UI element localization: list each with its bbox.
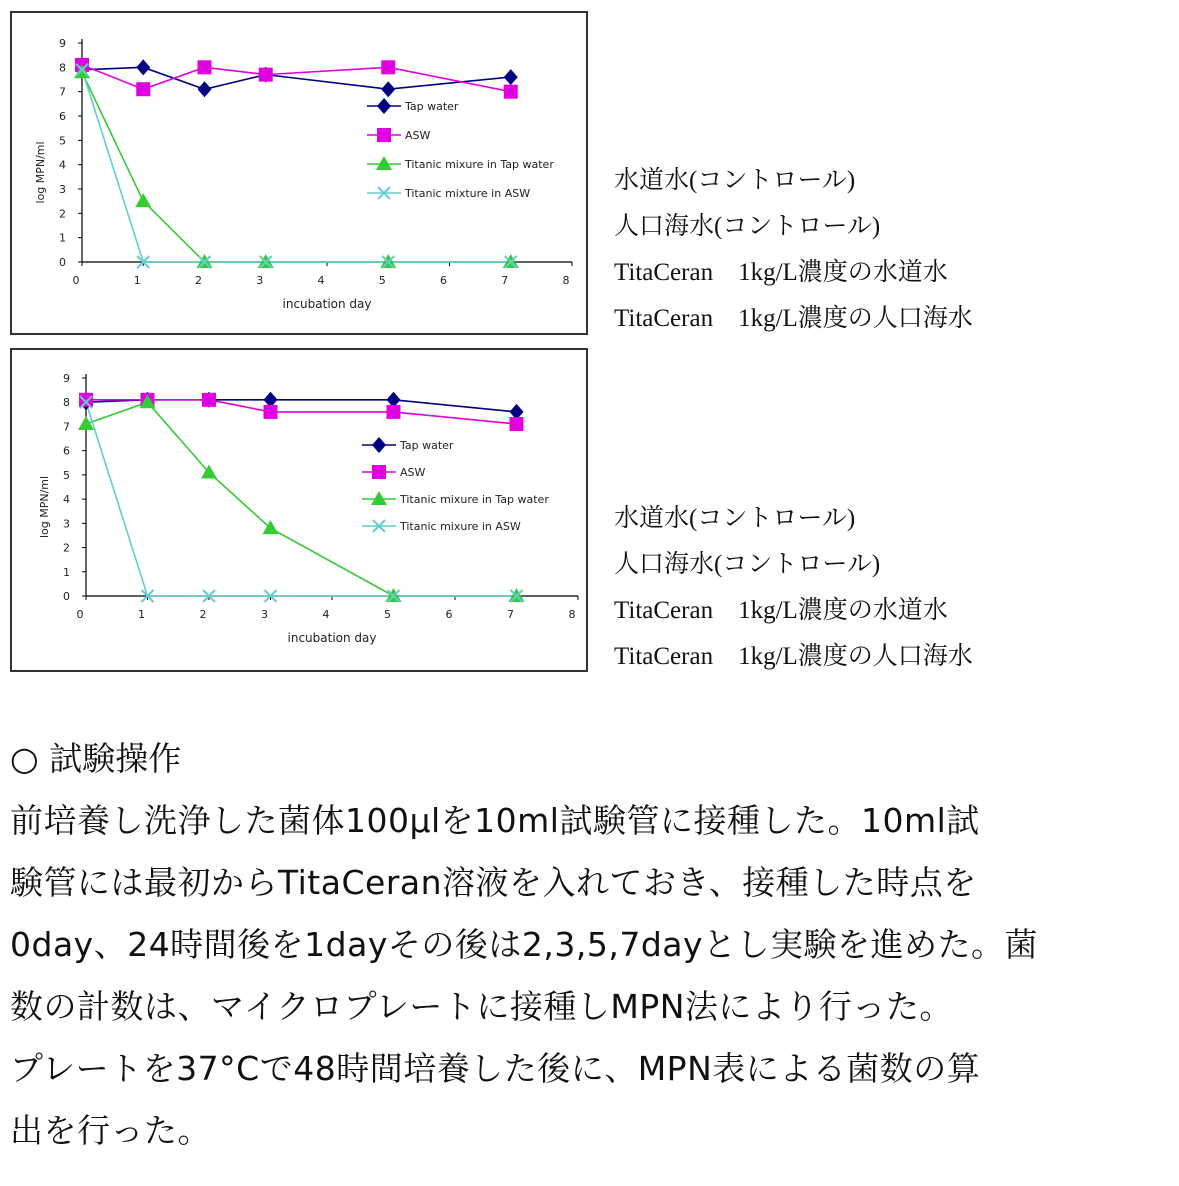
legend-jp-item: 水道水(コントロール) bbox=[614, 505, 856, 532]
legend-jp-item: 人口海水(コントロール) bbox=[614, 213, 881, 240]
test-procedure-section bbox=[10, 728, 1175, 1162]
y-tick-label: 8 bbox=[59, 61, 66, 75]
legend-label: Titanic mixure in Tap water bbox=[400, 493, 549, 506]
y-tick-label: 9 bbox=[59, 37, 66, 50]
legend-jp-item: TitaCeran 1kg/L濃度の水道水 bbox=[614, 597, 948, 624]
x-tick-label: 3 bbox=[256, 274, 264, 287]
paragraph-line: プレートを37°Cで48時間培養した後に、MPN表による菌数の算 bbox=[10, 1049, 981, 1088]
data-point bbox=[504, 69, 518, 85]
x-tick-label: 8 bbox=[568, 608, 576, 621]
legend-symbol bbox=[377, 128, 391, 142]
data-point bbox=[259, 68, 273, 82]
legend-marker bbox=[371, 491, 387, 505]
legend-jp-item: 人口海水(コントロール) bbox=[614, 551, 881, 578]
y-tick-label: 2 bbox=[59, 207, 66, 221]
data-point bbox=[510, 417, 524, 431]
x-axis-label: incubation day bbox=[287, 631, 377, 645]
y-tick-label: 1 bbox=[59, 231, 66, 245]
legend-marker bbox=[377, 128, 391, 142]
chart-1-frame bbox=[10, 11, 588, 335]
legend-label: Titanic mixure in Tap water bbox=[405, 158, 554, 171]
legend-jp-item: TitaCeran 1kg/L濃度の人口海水 bbox=[614, 643, 973, 670]
data-point bbox=[387, 405, 401, 419]
x-tick-label: 4 bbox=[322, 608, 330, 621]
x-tick-label: 4 bbox=[317, 274, 325, 287]
data-point bbox=[79, 393, 93, 407]
legend-symbol bbox=[372, 437, 386, 453]
legend-label: Tap water bbox=[400, 439, 454, 452]
x-tick-label: 0 bbox=[76, 608, 84, 621]
legend-label: ASW bbox=[400, 466, 426, 479]
data-point bbox=[136, 59, 150, 75]
legend-marker bbox=[376, 156, 392, 170]
legend-label: Titanic mixure in ASW bbox=[400, 520, 521, 533]
y-tick-label: 5 bbox=[59, 134, 66, 148]
x-tick-label: 6 bbox=[440, 274, 447, 287]
data-point bbox=[381, 60, 395, 74]
legend-label: Tap water bbox=[405, 100, 459, 113]
y-tick-label: 3 bbox=[63, 517, 70, 531]
y-tick-label: 4 bbox=[63, 493, 70, 507]
legend-jp-item: TitaCeran 1kg/L濃度の水道水 bbox=[614, 259, 948, 286]
y-tick-label: 6 bbox=[59, 110, 66, 123]
legend-label: ASW bbox=[405, 129, 431, 142]
x-tick-label: 8 bbox=[562, 274, 570, 287]
data-point bbox=[381, 81, 395, 97]
legend-jp-1 bbox=[614, 158, 1154, 342]
legend-symbol bbox=[371, 491, 387, 505]
data-point bbox=[136, 82, 150, 96]
section-title: ○ 試験操作 bbox=[10, 739, 182, 778]
x-tick-label: 1 bbox=[133, 274, 141, 287]
x-tick-label: 0 bbox=[72, 274, 80, 287]
paragraph-line: 前培養し洗浄した菌体100µlを10ml試験管に接種した。10ml試 bbox=[10, 801, 980, 840]
y-tick-label: 9 bbox=[63, 372, 70, 385]
data-point bbox=[504, 85, 518, 99]
data-point bbox=[264, 405, 278, 419]
x-axis-label: incubation day bbox=[282, 297, 372, 311]
paragraph-line: 数の計数は、マイクロプレートに接種しMPN法により行った。 bbox=[10, 987, 953, 1026]
x-tick-label: 3 bbox=[261, 608, 268, 621]
x-tick-label: 5 bbox=[384, 608, 391, 621]
y-tick-label: 1 bbox=[63, 565, 70, 579]
y-axis-label: log MPN/ml bbox=[34, 141, 47, 204]
data-point bbox=[135, 193, 151, 207]
data-point bbox=[198, 81, 212, 97]
x-tick-label: 7 bbox=[501, 274, 509, 287]
x-tick-label: 2 bbox=[195, 274, 202, 287]
x-tick-label: 5 bbox=[378, 274, 386, 287]
x-tick-label: 2 bbox=[199, 608, 207, 621]
x-tick-label: 7 bbox=[507, 608, 514, 621]
legend-jp-2 bbox=[614, 496, 1154, 680]
legend-marker bbox=[372, 465, 386, 479]
y-tick-label: 2 bbox=[63, 541, 70, 555]
legend-symbol bbox=[376, 156, 392, 170]
y-tick-label: 0 bbox=[59, 256, 66, 269]
legend-symbol bbox=[372, 465, 386, 479]
y-tick-label: 7 bbox=[59, 85, 66, 99]
chart-2 bbox=[12, 350, 586, 670]
data-point bbox=[202, 393, 216, 407]
y-tick-label: 8 bbox=[63, 396, 70, 410]
chart-1 bbox=[12, 13, 586, 333]
paragraph-line: 0day、24時間後を1dayその後は2,3,5,7dayとし実験を進めた。菌 bbox=[10, 925, 1039, 964]
x-tick-label: 1 bbox=[138, 608, 145, 621]
procedure-paragraph bbox=[10, 790, 1175, 1162]
chart-2-frame bbox=[10, 348, 588, 672]
y-tick-label: 4 bbox=[59, 158, 66, 172]
y-tick-label: 3 bbox=[59, 183, 66, 196]
legend-marker bbox=[377, 98, 391, 114]
legend-jp-item: 水道水(コントロール) bbox=[614, 167, 856, 194]
legend-marker bbox=[372, 437, 386, 453]
x-tick-label: 6 bbox=[445, 608, 453, 621]
y-tick-label: 0 bbox=[63, 590, 70, 603]
y-tick-label: 6 bbox=[63, 444, 70, 458]
y-tick-label: 7 bbox=[63, 420, 70, 434]
y-axis-label: log MPN/ml bbox=[38, 475, 51, 539]
y-tick-label: 5 bbox=[63, 468, 70, 482]
paragraph-line: 験管には最初からTitaCeran溶液を入れておき、接種した時点を bbox=[10, 863, 977, 902]
legend-label: Titanic mixture in ASW bbox=[405, 187, 531, 200]
legend-jp-item: TitaCeran 1kg/L濃度の人口海水 bbox=[614, 305, 973, 332]
legend-symbol bbox=[377, 98, 391, 114]
data-point bbox=[198, 60, 212, 74]
paragraph-line: 出を行った。 bbox=[10, 1111, 211, 1150]
